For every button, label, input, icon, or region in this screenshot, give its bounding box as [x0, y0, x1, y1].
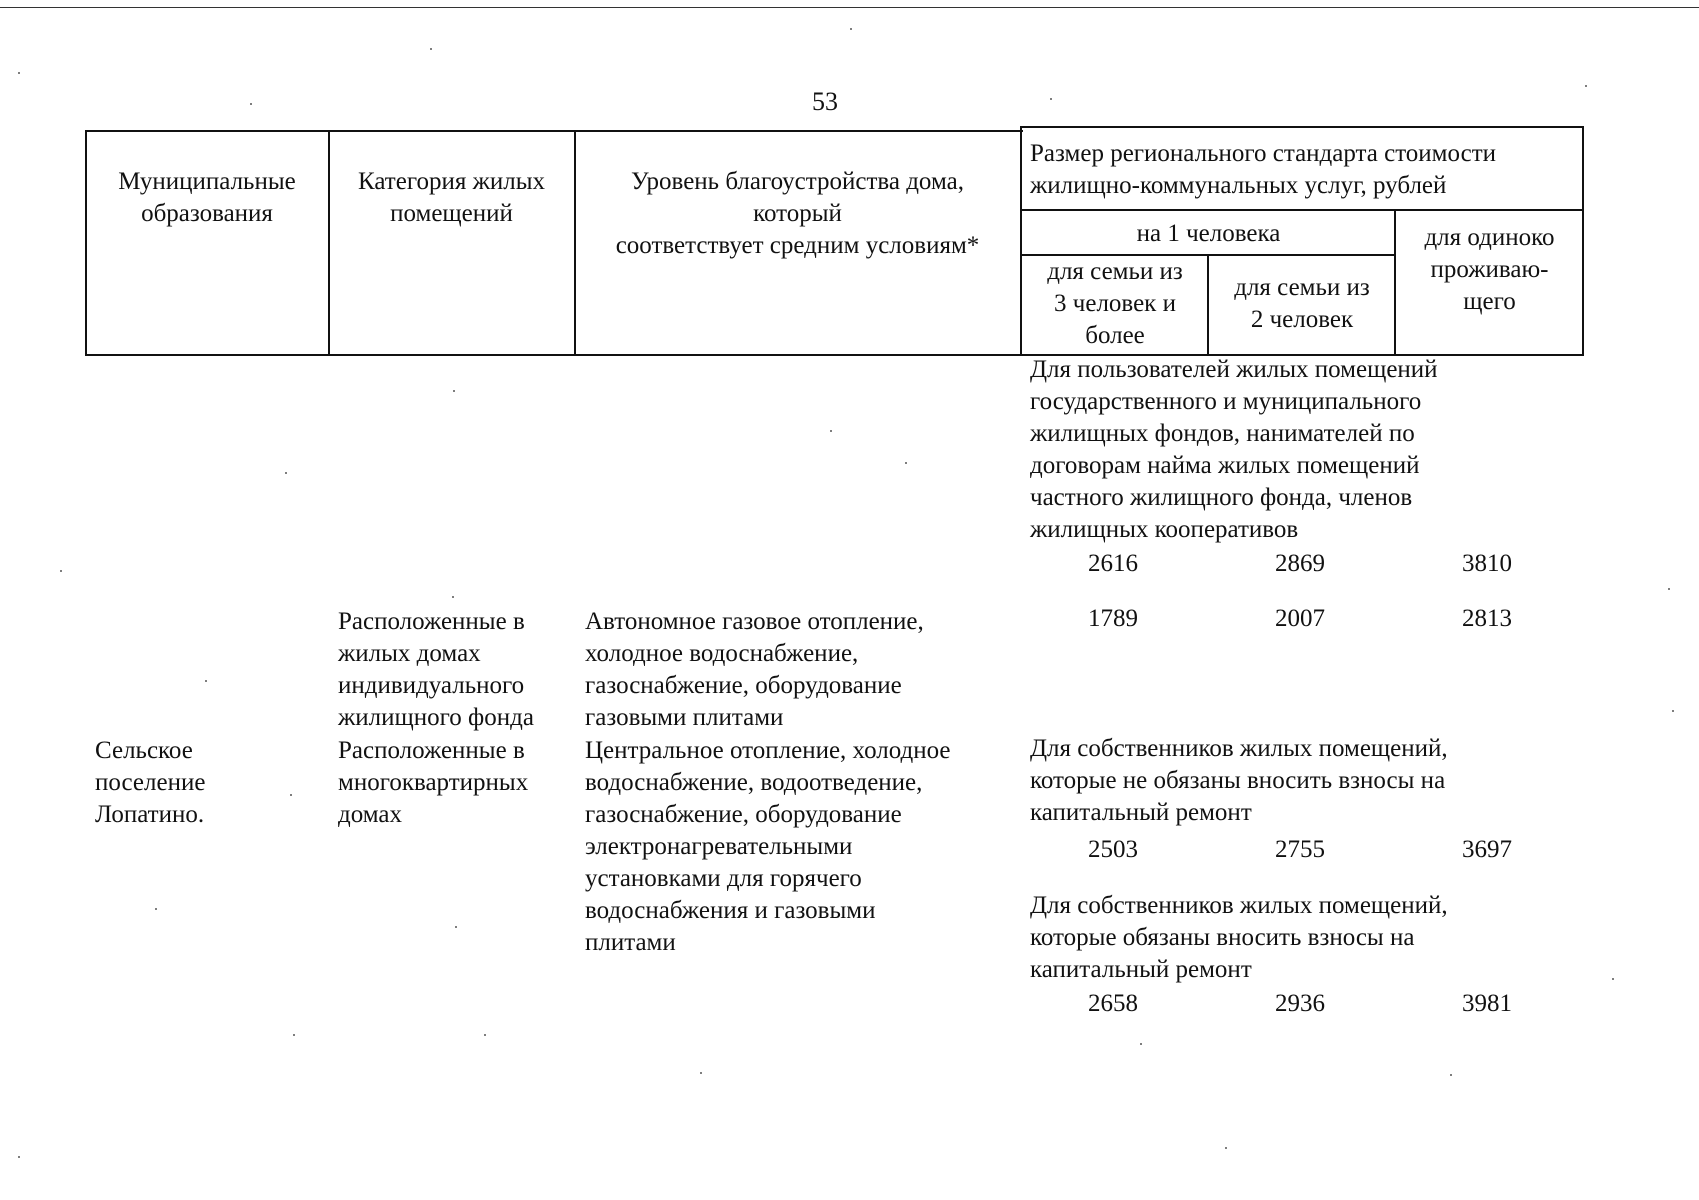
speck: [155, 908, 157, 910]
speck: [60, 570, 62, 572]
level-individual-houses: Автономное газовое отопление, холодное водоснабжение, газоснабжение, оборудование газовыми плитами: [585, 608, 924, 731]
header-vline-2: [574, 130, 576, 355]
speck: [1672, 710, 1674, 712]
header-vline-5: [1394, 209, 1396, 355]
speck: [205, 680, 207, 682]
owners-yes-value-family2: 2936: [1275, 990, 1325, 1017]
owners-no-value-single: 3697: [1462, 836, 1512, 863]
speck: [1612, 978, 1614, 980]
speck: [290, 794, 292, 796]
owners-yes-value-family3: 2658: [1088, 990, 1138, 1017]
speck: [830, 430, 832, 432]
owners-no-value-family3: 2503: [1088, 836, 1138, 863]
header-vline-1: [328, 130, 330, 355]
group-users-value-family3: 2616: [1088, 550, 1138, 577]
header-vline-4: [1207, 254, 1209, 355]
header-family2: для семьи из 2 человек: [1234, 274, 1370, 333]
speck: [18, 72, 20, 74]
header-municipality: Муниципальные образования: [118, 168, 296, 227]
municipality-name: Сельское поселение Лопатино.: [95, 737, 206, 828]
speck: [1585, 85, 1587, 87]
header-vline-0: [85, 130, 87, 355]
speck: [452, 596, 454, 598]
speck: [18, 1156, 20, 1158]
speck: [1668, 588, 1670, 590]
group-users-value-single: 3810: [1462, 550, 1512, 577]
speck: [453, 390, 455, 392]
group-owners-no-title: Для собственников жилых помещений, которые не обязаны вносить взносы на капитальный ремонт: [1030, 735, 1448, 826]
individual-value-single: 2813: [1462, 605, 1512, 632]
top-border-line: [0, 7, 1699, 8]
speck: [1225, 1147, 1227, 1149]
speck: [430, 48, 432, 50]
owners-no-value-family2: 2755: [1275, 836, 1325, 863]
speck: [1050, 98, 1052, 100]
category-apartment-buildings: Расположенные в многоквартирных домах: [338, 737, 529, 828]
header-divider-standard: [1021, 209, 1584, 211]
owners-yes-value-single: 3981: [1462, 990, 1512, 1017]
speck: [1140, 1043, 1142, 1045]
individual-value-family2: 2007: [1275, 605, 1325, 632]
speck: [850, 28, 852, 30]
group-users-title: Для пользователей жилых помещений государственного и муниципального жилищных фондов, нанимателей по договорам найма жилых помещений частного жилищного фонда, членов жилищных кооперативов: [1030, 356, 1438, 543]
speck: [484, 1034, 486, 1036]
level-apartment-buildings: Центральное отопление, холодное водоснабжение, водоотведение, газоснабжение, оборудование электронагревательными установками для горячего водоснабжения и газовыми плитами: [585, 737, 951, 956]
speck: [293, 1034, 295, 1036]
header-standard: Размер регионального стандарта стоимости жилищно-коммунальных услуг, рублей: [1030, 140, 1497, 199]
page-number: 53: [812, 87, 838, 116]
speck: [700, 1072, 702, 1074]
speck: [905, 462, 907, 464]
speck: [455, 926, 457, 928]
group-users-value-family2: 2869: [1275, 550, 1325, 577]
header-single: для одиноко проживаю- щего: [1424, 224, 1555, 315]
category-individual-houses: Расположенные в жилых домах индивидуального жилищного фонда: [338, 608, 534, 731]
header-top-border-right: [1021, 126, 1584, 128]
header-vline-3: [1020, 126, 1022, 355]
header-per-person: на 1 человека: [1136, 220, 1281, 247]
header-family3: для семьи из 3 человек и более: [1047, 258, 1183, 349]
speck: [1450, 1074, 1452, 1076]
header-vline-6: [1582, 126, 1584, 355]
header-level: Уровень благоустройства дома, который соответствует средним условиям*: [615, 168, 980, 259]
speck: [250, 103, 252, 105]
speck: [285, 472, 287, 474]
header-top-border-left: [85, 130, 1023, 132]
header-category: Категория жилых помещений: [358, 168, 545, 227]
individual-value-family3: 1789: [1088, 605, 1138, 632]
group-owners-yes-title: Для собственников жилых помещений, которые обязаны вносить взносы на капитальный ремонт: [1030, 892, 1448, 983]
